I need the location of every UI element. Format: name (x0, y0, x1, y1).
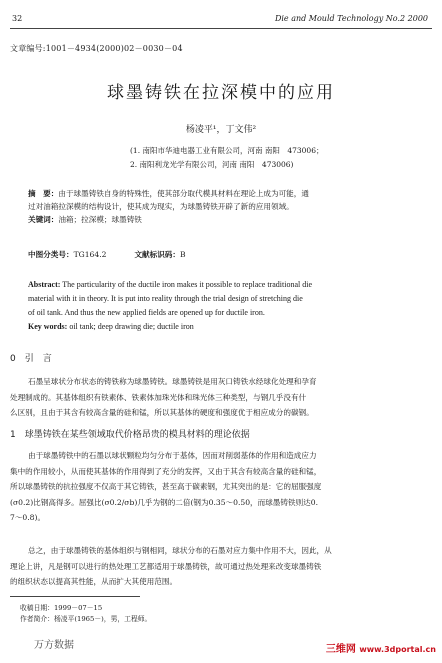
section-heading-1: 1 球墨铸铁在某些领域取代价格昂贵的模具材料的理论依据 (10, 430, 250, 440)
paper-title: 球墨铸铁在拉深模中的应用 (107, 83, 335, 103)
zh-abstract-label: 摘 要： (28, 189, 59, 198)
section-heading-0: 0 引 言 (10, 354, 52, 364)
footnote-rule (10, 596, 140, 597)
en-keywords-label: Key words: (28, 322, 68, 331)
zh-keywords-label: 关键词： (28, 215, 59, 224)
journal-header: Die and Mould Technology No.2 2000 (274, 14, 428, 23)
footnote-author-bio: 作者简介：杨凌平(1965－)，男，工程师。 (20, 615, 152, 623)
en-keywords: Key words: oil tank; deep drawing die; ductile iron (28, 322, 194, 331)
article-number: 文章编号:1001－4934(2000)02－0030－04 (10, 44, 183, 53)
en-abstract-line-1: Abstract: The particularity of the ductile iron makes it possible to replace traditional die (28, 280, 312, 289)
zh-abstract-line-2: 过对油箱拉深模的结构设计，使其成为现实，为球墨铸铁开辟了新的应用领域。 (28, 202, 294, 211)
affiliation-1: (1. 南阳市华迪电器工业有限公司，河南 南阳 473006； (130, 146, 324, 155)
authors: 杨凌平¹，丁文伟² (185, 125, 257, 135)
wanfang-watermark: 万方数据 (34, 640, 74, 651)
section-0-paragraph-1: 石墨呈球状分布状态的铸铁称为球墨铸铁。球墨铸铁是用灰口铸铁水经球化处理和孕育 处理制成的。其基体组织有铁素体、铁素体加珠光体和珠光体三种类型，与钢几乎没有什 么区别，且由于其含有较高含量的硅和锰，所以其基体的硬度和强度优于相应成分的碳钢。 (10, 377, 317, 417)
chinese-abstract (28, 187, 420, 226)
doc-code-label: 文献标识码： (134, 250, 180, 259)
classification-row (28, 249, 186, 260)
zh-keywords: 关键词：油箱；拉深模；球墨铸铁 (28, 215, 142, 224)
3dportal-watermark[interactable] (326, 640, 436, 655)
footnote-received-date: 收稿日期：1999－07－15 (20, 604, 103, 612)
en-abstract-line-3: of oil tank. And thus the new applied fields are opened up for ductile iron. (28, 308, 265, 317)
page-number: 32 (12, 14, 23, 23)
en-abstract-label: Abstract: (28, 280, 61, 289)
section-1-paragraph-2: 总之，由于球墨铸铁的基体组织与钢相同，球状分布的石墨对应力集中作用不大，因此，从 理论上讲，凡是钢可以进行的热处理工艺都适用于球墨铸铁，故可通过热处理来改变球墨铸铁 的组织状态以提高其性能，从而扩大其使用范围。 (10, 546, 332, 586)
affiliation-2: 2. 南阳利龙光学有限公司，河南 南阳 473006) (130, 160, 294, 169)
cls-value: TG164.2 (73, 250, 107, 259)
zh-abstract-line-1: 摘 要：由于球墨铸铁自身的特殊性，使其部分取代模具材料在理论上成为可能，通 (28, 189, 309, 198)
cls-label: 中图分类号： (28, 250, 74, 259)
section-1-paragraph-1: 由于球墨铸铁中的石墨以球状颗粒均匀分布于基体，因而对削弱基体的作用和造成应力 集中的作用较小，从而使其基体的作用得到了充分的发挥，又由于其含有较高含量的硅和锰， 所以球墨铸铁的抗拉强度不仅高于其它铸铁，甚至高于碳素钢，尤其突出的是：它的屈服强度 (σ0.2)比钢高得多。屈强比(σ0.2/σb)几乎为钢的二倍(钢为0.35～0.50，而球墨铸铁则达0. 7～0.8)。 (10, 451, 322, 522)
header-rule (10, 28, 432, 29)
watermark-brand: 三维网 (325, 644, 356, 655)
watermark-url[interactable]: www.3dportal.cn (359, 645, 436, 654)
en-abstract-line-2: material with it in theory. It is put into reality through the trial design of stretching die (28, 294, 303, 303)
doc-code-value: B (180, 250, 186, 259)
english-abstract (28, 278, 423, 334)
